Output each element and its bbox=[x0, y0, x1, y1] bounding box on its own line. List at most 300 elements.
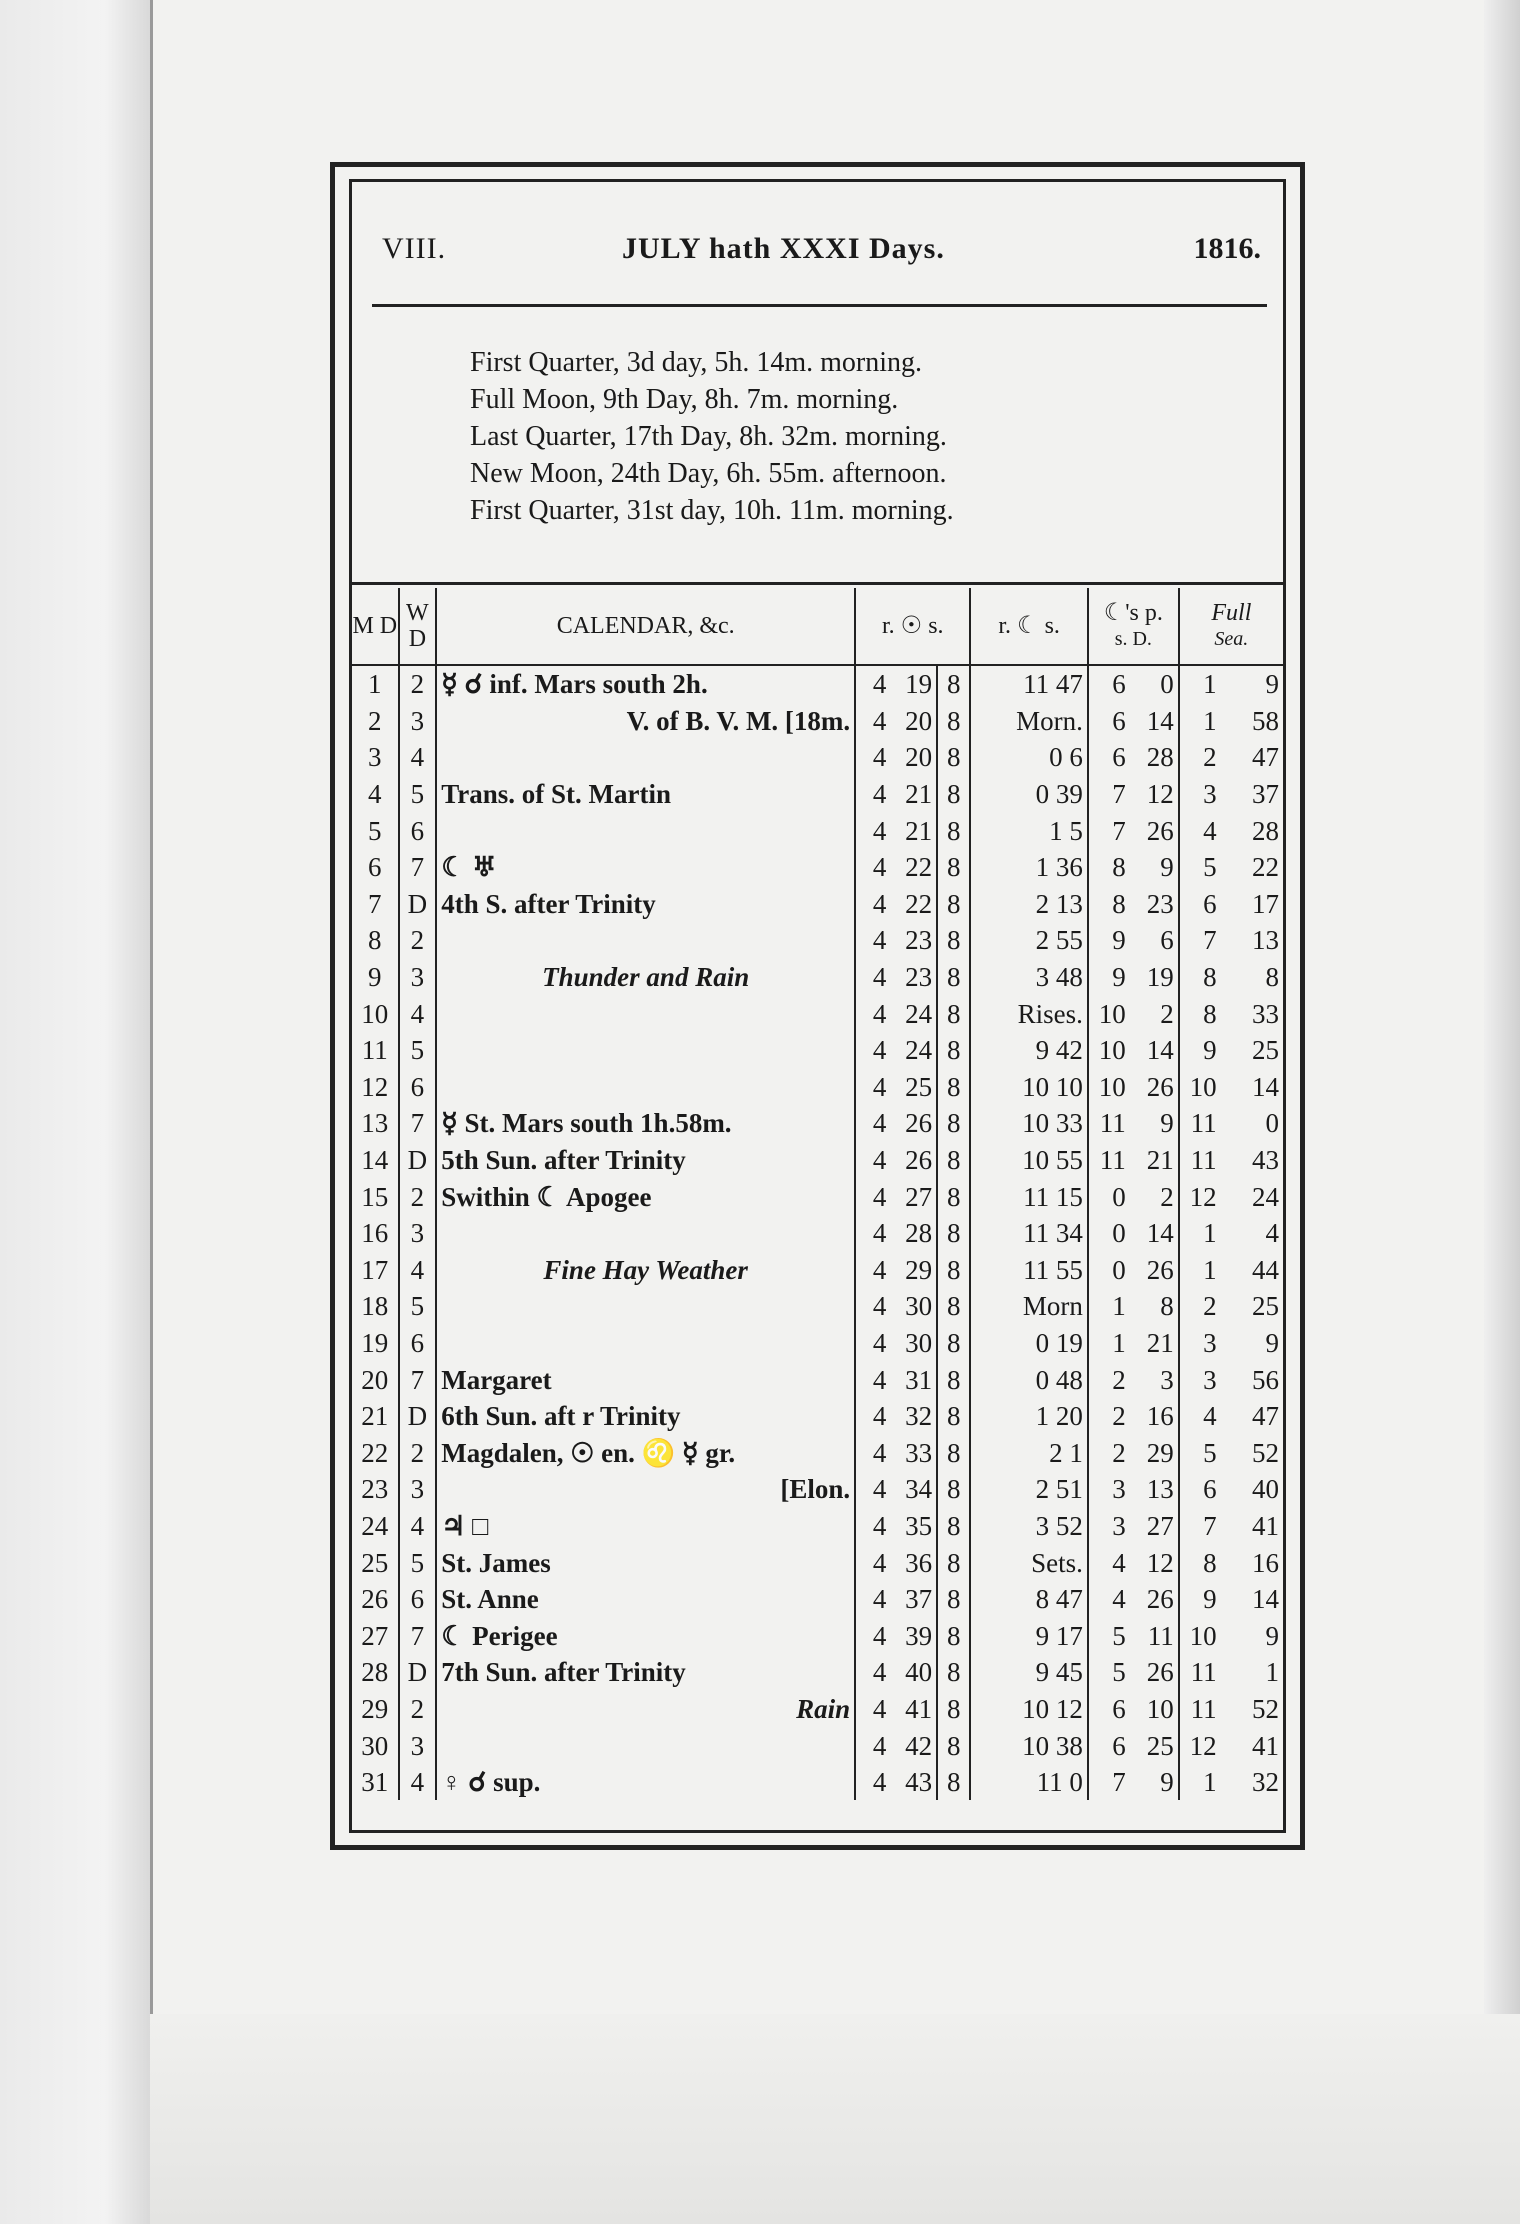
moon-south-minute: 28 bbox=[1128, 739, 1179, 776]
day-of-week: 2 bbox=[399, 1691, 437, 1728]
table-row bbox=[352, 1252, 1283, 1289]
moon-south-hour: 5 bbox=[1112, 1620, 1126, 1651]
calendar-entry bbox=[436, 1069, 855, 1106]
sunrise-hour: 4 bbox=[872, 779, 887, 810]
sunrise-minute: 23 bbox=[888, 959, 937, 996]
full-sea-minute: 8 bbox=[1265, 962, 1279, 993]
table-row bbox=[352, 776, 1283, 813]
calendar-entry: 6th Sun. aft r Trinity bbox=[436, 1398, 855, 1435]
sunset-hour: 8 bbox=[937, 1544, 970, 1581]
moon-south-hour: 6 bbox=[1112, 705, 1126, 736]
sunrise-hour: 4 bbox=[872, 1437, 887, 1468]
sunrise-minute: 39 bbox=[888, 1617, 937, 1654]
full-sea-minute: 43 bbox=[1252, 1145, 1279, 1176]
sunset-hour: 8 bbox=[937, 665, 970, 703]
moon-rise-set: 3 52 bbox=[970, 1508, 1087, 1545]
moon-south-hour: 11 bbox=[1099, 1145, 1126, 1176]
moon-rise-set: 10 38 bbox=[970, 1727, 1087, 1764]
moon-south-hour: 2 bbox=[1112, 1437, 1126, 1468]
moon-rise-set: Morn. bbox=[970, 703, 1087, 740]
sunrise-minute: 24 bbox=[888, 1032, 937, 1069]
full-sea-hour: 3 bbox=[1203, 1364, 1217, 1395]
sunrise-hour: 4 bbox=[872, 1071, 887, 1102]
sunrise-minute: 28 bbox=[888, 1215, 937, 1252]
calendar-body bbox=[352, 665, 1283, 1800]
table-row bbox=[352, 1471, 1283, 1508]
day-of-month: 2 bbox=[352, 703, 399, 740]
sunrise-minute: 22 bbox=[888, 849, 937, 886]
moon-south-hour: 0 bbox=[1112, 1254, 1126, 1285]
day-of-month: 24 bbox=[352, 1508, 399, 1545]
day-of-month: 29 bbox=[352, 1691, 399, 1728]
moon-south-hour: 9 bbox=[1112, 962, 1126, 993]
full-sea-hour: 8 bbox=[1203, 998, 1217, 1029]
full-sea-minute: 33 bbox=[1252, 998, 1279, 1029]
full-sea-hour: 7 bbox=[1203, 1510, 1217, 1541]
day-of-week: 2 bbox=[399, 922, 437, 959]
day-of-month: 23 bbox=[352, 1471, 399, 1508]
moon-south-minute: 21 bbox=[1128, 1142, 1179, 1179]
day-of-week: 5 bbox=[399, 776, 437, 813]
col-moon-south-label: ☾'s p. bbox=[1103, 600, 1163, 626]
moon-south-hour: 3 bbox=[1112, 1510, 1126, 1541]
table-row bbox=[352, 1142, 1283, 1179]
calendar-entry bbox=[436, 1325, 855, 1362]
moon-phases bbox=[470, 344, 1263, 529]
day-of-week: 4 bbox=[399, 739, 437, 776]
full-sea-hour: 7 bbox=[1203, 925, 1217, 956]
calendar-entry bbox=[436, 812, 855, 849]
sunrise-minute: 23 bbox=[888, 922, 937, 959]
sunrise-hour: 4 bbox=[872, 1657, 887, 1688]
day-of-week: 4 bbox=[399, 1508, 437, 1545]
sunset-hour: 8 bbox=[937, 776, 970, 813]
sunset-hour: 8 bbox=[937, 1325, 970, 1362]
full-sea-hour: 10 bbox=[1189, 1620, 1217, 1651]
sunrise-hour: 4 bbox=[872, 962, 887, 993]
col-moon: r. ☾ s. bbox=[970, 588, 1087, 665]
month-number: VIII. bbox=[382, 232, 447, 265]
moon-south-minute: 9 bbox=[1128, 849, 1179, 886]
sunrise-hour: 4 bbox=[872, 815, 887, 846]
sunrise-hour: 4 bbox=[872, 1547, 887, 1578]
sunset-hour: 8 bbox=[937, 1581, 970, 1618]
sunrise-minute: 20 bbox=[888, 703, 937, 740]
sunrise-minute: 41 bbox=[888, 1691, 937, 1728]
sunset-hour: 8 bbox=[937, 1032, 970, 1069]
day-of-week: D bbox=[399, 1398, 437, 1435]
page-title: JULY hath XXXI Days. bbox=[622, 232, 945, 265]
full-sea-hour: 1 bbox=[1203, 1767, 1217, 1798]
day-of-week: D bbox=[399, 1142, 437, 1179]
moon-south-minute: 9 bbox=[1128, 1764, 1179, 1801]
table-row bbox=[352, 1069, 1283, 1106]
moon-south-hour: 8 bbox=[1112, 852, 1126, 883]
full-sea-minute: 58 bbox=[1252, 705, 1279, 736]
moon-south-minute: 13 bbox=[1128, 1471, 1179, 1508]
calendar-entry bbox=[436, 1032, 855, 1069]
sunset-hour: 8 bbox=[937, 1361, 970, 1398]
moon-south-hour: 7 bbox=[1112, 779, 1126, 810]
sunset-hour: 8 bbox=[937, 886, 970, 923]
table-row bbox=[352, 1581, 1283, 1618]
calendar-entry: ♃ □ bbox=[436, 1508, 855, 1545]
sunrise-minute: 30 bbox=[888, 1325, 937, 1362]
moon-rise-set: 2 1 bbox=[970, 1434, 1087, 1471]
full-sea-hour: 11 bbox=[1190, 1693, 1217, 1724]
full-sea-minute: 44 bbox=[1252, 1254, 1279, 1285]
day-of-month: 12 bbox=[352, 1069, 399, 1106]
sunrise-hour: 4 bbox=[872, 1510, 887, 1541]
moon-south-hour: 7 bbox=[1112, 1767, 1126, 1798]
day-of-week: 4 bbox=[399, 1252, 437, 1289]
moon-south-minute: 11 bbox=[1128, 1617, 1179, 1654]
day-of-month: 8 bbox=[352, 922, 399, 959]
sunrise-hour: 4 bbox=[872, 742, 887, 773]
moon-rise-set: Morn bbox=[970, 1288, 1087, 1325]
moon-south-hour: 1 bbox=[1112, 1291, 1126, 1322]
facing-page-edge bbox=[0, 0, 153, 2224]
sunrise-minute: 20 bbox=[888, 739, 937, 776]
page-header bbox=[352, 182, 1283, 302]
full-sea-hour: 9 bbox=[1203, 1035, 1217, 1066]
calendar-entry bbox=[436, 1727, 855, 1764]
sunset-hour: 8 bbox=[937, 1398, 970, 1435]
table-row bbox=[352, 922, 1283, 959]
full-sea-minute: 41 bbox=[1252, 1730, 1279, 1761]
day-of-week: 2 bbox=[399, 1434, 437, 1471]
day-of-month: 4 bbox=[352, 776, 399, 813]
moon-south-hour: 9 bbox=[1112, 925, 1126, 956]
sunset-hour: 8 bbox=[937, 812, 970, 849]
calendar-entry: Swithin ☾ Apogee bbox=[436, 1178, 855, 1215]
full-sea-minute: 25 bbox=[1252, 1035, 1279, 1066]
sunrise-hour: 4 bbox=[872, 1401, 887, 1432]
sunrise-hour: 4 bbox=[872, 1291, 887, 1322]
calendar-entry: ☿ ☌ inf. Mars south 2h. bbox=[436, 665, 855, 703]
day-of-month: 15 bbox=[352, 1178, 399, 1215]
day-of-week: 6 bbox=[399, 1325, 437, 1362]
sunrise-minute: 24 bbox=[888, 995, 937, 1032]
sunrise-hour: 4 bbox=[872, 925, 887, 956]
phase-line: Last Quarter, 17th Day, 8h. 32m. morning. bbox=[470, 421, 947, 452]
table-row bbox=[352, 1398, 1283, 1435]
full-sea-hour: 9 bbox=[1203, 1584, 1217, 1615]
sunrise-hour: 4 bbox=[872, 1254, 887, 1285]
sunset-hour: 8 bbox=[937, 922, 970, 959]
full-sea-minute: 47 bbox=[1252, 1401, 1279, 1432]
calendar-entry: St. James bbox=[436, 1544, 855, 1581]
full-sea-minute: 17 bbox=[1252, 888, 1279, 919]
moon-rise-set: 11 34 bbox=[970, 1215, 1087, 1252]
day-of-month: 21 bbox=[352, 1398, 399, 1435]
full-sea-hour: 1 bbox=[1203, 1254, 1217, 1285]
sunrise-minute: 30 bbox=[888, 1288, 937, 1325]
day-of-week: 6 bbox=[399, 1069, 437, 1106]
table-row bbox=[352, 812, 1283, 849]
day-of-week: 3 bbox=[399, 703, 437, 740]
moon-south-hour: 10 bbox=[1098, 998, 1126, 1029]
sunrise-hour: 4 bbox=[872, 888, 887, 919]
sunrise-minute: 43 bbox=[888, 1764, 937, 1801]
full-sea-hour: 11 bbox=[1190, 1657, 1217, 1688]
moon-south-hour: 4 bbox=[1112, 1547, 1126, 1578]
phase-line: First Quarter, 3d day, 5h. 14m. morning. bbox=[470, 347, 923, 378]
full-sea-hour: 8 bbox=[1203, 962, 1217, 993]
sunrise-minute: 34 bbox=[888, 1471, 937, 1508]
moon-rise-set: 0 39 bbox=[970, 776, 1087, 813]
moon-rise-set: 2 55 bbox=[970, 922, 1087, 959]
full-sea-minute: 52 bbox=[1252, 1437, 1279, 1468]
moon-rise-set: 11 15 bbox=[970, 1178, 1087, 1215]
day-of-week: 7 bbox=[399, 1617, 437, 1654]
full-sea-hour: 3 bbox=[1203, 779, 1217, 810]
year: 1816. bbox=[1193, 232, 1261, 265]
moon-south-minute: 26 bbox=[1128, 1069, 1179, 1106]
full-sea-minute: 4 bbox=[1265, 1218, 1279, 1249]
day-of-month: 27 bbox=[352, 1617, 399, 1654]
phase-line: First Quarter, 31st day, 10h. 11m. morning. bbox=[470, 495, 954, 526]
moon-rise-set: 10 33 bbox=[970, 1105, 1087, 1142]
calendar-entry bbox=[436, 739, 855, 776]
moon-south-minute: 25 bbox=[1128, 1727, 1179, 1764]
calendar-entry bbox=[436, 922, 855, 959]
day-of-week: 7 bbox=[399, 1361, 437, 1398]
table-row bbox=[352, 886, 1283, 923]
calendar-entry: St. Anne bbox=[436, 1581, 855, 1618]
moon-south-hour: 2 bbox=[1112, 1401, 1126, 1432]
day-of-month: 20 bbox=[352, 1361, 399, 1398]
moon-south-hour: 6 bbox=[1112, 669, 1126, 700]
sunrise-minute: 40 bbox=[888, 1654, 937, 1691]
full-sea-hour: 5 bbox=[1203, 1437, 1217, 1468]
moon-south-hour: 4 bbox=[1112, 1584, 1126, 1615]
moon-south-hour: 3 bbox=[1112, 1474, 1126, 1505]
sunrise-minute: 36 bbox=[888, 1544, 937, 1581]
col-moon-south-sub: s. D. bbox=[1114, 628, 1152, 650]
calendar-entry: ☿ St. Mars south 1h.58m. bbox=[436, 1105, 855, 1142]
full-sea-hour: 11 bbox=[1190, 1108, 1217, 1139]
moon-rise-set: 0 19 bbox=[970, 1325, 1087, 1362]
day-of-week: 4 bbox=[399, 1764, 437, 1801]
full-sea-minute: 56 bbox=[1252, 1364, 1279, 1395]
col-full-sea-sub: Sea. bbox=[1214, 628, 1249, 650]
day-of-month: 1 bbox=[352, 665, 399, 703]
moon-south-hour: 8 bbox=[1112, 888, 1126, 919]
sunset-hour: 8 bbox=[937, 1727, 970, 1764]
day-of-week: 2 bbox=[399, 665, 437, 703]
day-of-month: 9 bbox=[352, 959, 399, 996]
calendar-entry bbox=[436, 1215, 855, 1252]
moon-south-minute: 9 bbox=[1128, 1105, 1179, 1142]
moon-rise-set: 2 51 bbox=[970, 1471, 1087, 1508]
full-sea-minute: 41 bbox=[1252, 1510, 1279, 1541]
table-row bbox=[352, 1178, 1283, 1215]
calendar-entry: 5th Sun. after Trinity bbox=[436, 1142, 855, 1179]
full-sea-hour: 12 bbox=[1189, 1730, 1217, 1761]
calendar-entry bbox=[436, 995, 855, 1032]
sunset-hour: 8 bbox=[937, 1069, 970, 1106]
moon-south-minute: 23 bbox=[1128, 886, 1179, 923]
full-sea-hour: 5 bbox=[1203, 852, 1217, 883]
col-full-sea-label: Full bbox=[1211, 600, 1252, 626]
sunrise-hour: 4 bbox=[872, 1108, 887, 1139]
full-sea-minute: 32 bbox=[1252, 1767, 1279, 1798]
moon-rise-set: 8 47 bbox=[970, 1581, 1087, 1618]
moon-rise-set: 10 12 bbox=[970, 1691, 1087, 1728]
sunrise-hour: 4 bbox=[872, 1035, 887, 1066]
moon-south-hour: 7 bbox=[1112, 815, 1126, 846]
moon-south-minute: 8 bbox=[1128, 1288, 1179, 1325]
table-header-row bbox=[352, 588, 1283, 665]
day-of-month: 30 bbox=[352, 1727, 399, 1764]
day-of-month: 18 bbox=[352, 1288, 399, 1325]
col-sun: r. ☉ s. bbox=[855, 588, 970, 665]
calendar-entry: ☾ ♅ bbox=[436, 849, 855, 886]
day-of-month: 25 bbox=[352, 1544, 399, 1581]
table-row bbox=[352, 849, 1283, 886]
table-row bbox=[352, 1691, 1283, 1728]
full-sea-minute: 25 bbox=[1252, 1291, 1279, 1322]
moon-rise-set: 9 42 bbox=[970, 1032, 1087, 1069]
table-row bbox=[352, 1215, 1283, 1252]
day-of-week: 6 bbox=[399, 1581, 437, 1618]
full-sea-hour: 11 bbox=[1190, 1145, 1217, 1176]
sunrise-minute: 21 bbox=[888, 776, 937, 813]
moon-south-hour: 11 bbox=[1099, 1108, 1126, 1139]
day-of-month: 22 bbox=[352, 1434, 399, 1471]
calendar-entry: Rain bbox=[436, 1691, 855, 1728]
calendar-entry: 4th S. after Trinity bbox=[436, 886, 855, 923]
day-of-week: 7 bbox=[399, 849, 437, 886]
table-row bbox=[352, 1727, 1283, 1764]
moon-south-hour: 10 bbox=[1098, 1071, 1126, 1102]
day-of-week: 6 bbox=[399, 812, 437, 849]
full-sea-hour: 8 bbox=[1203, 1547, 1217, 1578]
day-of-month: 7 bbox=[352, 886, 399, 923]
moon-rise-set: Rises. bbox=[970, 995, 1087, 1032]
full-sea-minute: 28 bbox=[1252, 815, 1279, 846]
sunrise-minute: 37 bbox=[888, 1581, 937, 1618]
moon-rise-set: 11 55 bbox=[970, 1252, 1087, 1289]
moon-south-minute: 10 bbox=[1128, 1691, 1179, 1728]
sunset-hour: 8 bbox=[937, 959, 970, 996]
table-row bbox=[352, 1764, 1283, 1801]
day-of-month: 3 bbox=[352, 739, 399, 776]
moon-rise-set: 2 13 bbox=[970, 886, 1087, 923]
sunrise-minute: 26 bbox=[888, 1142, 937, 1179]
moon-south-minute: 27 bbox=[1128, 1508, 1179, 1545]
table-row bbox=[352, 1617, 1283, 1654]
full-sea-hour: 3 bbox=[1203, 1327, 1217, 1358]
calendar-entry: ☾ Perigee bbox=[436, 1617, 855, 1654]
day-of-week: 3 bbox=[399, 959, 437, 996]
moon-south-minute: 12 bbox=[1128, 776, 1179, 813]
full-sea-hour: 1 bbox=[1203, 705, 1217, 736]
moon-south-hour: 0 bbox=[1112, 1218, 1126, 1249]
day-of-month: 31 bbox=[352, 1764, 399, 1801]
day-of-week: 2 bbox=[399, 1178, 437, 1215]
calendar-entry bbox=[436, 1288, 855, 1325]
sunset-hour: 8 bbox=[937, 1434, 970, 1471]
moon-rise-set: 0 6 bbox=[970, 739, 1087, 776]
moon-south-minute: 26 bbox=[1128, 1654, 1179, 1691]
sunrise-hour: 4 bbox=[872, 705, 887, 736]
sunrise-minute: 31 bbox=[888, 1361, 937, 1398]
sunset-hour: 8 bbox=[937, 1215, 970, 1252]
sunrise-minute: 33 bbox=[888, 1434, 937, 1471]
day-of-month: 6 bbox=[352, 849, 399, 886]
table-row bbox=[352, 995, 1283, 1032]
moon-rise-set: 11 47 bbox=[970, 665, 1087, 703]
calendar-entry: 7th Sun. after Trinity bbox=[436, 1654, 855, 1691]
day-of-week: 4 bbox=[399, 995, 437, 1032]
moon-south-minute: 21 bbox=[1128, 1325, 1179, 1362]
full-sea-minute: 37 bbox=[1252, 779, 1279, 810]
day-of-week: 5 bbox=[399, 1032, 437, 1069]
table-row bbox=[352, 959, 1283, 996]
full-sea-minute: 1 bbox=[1265, 1657, 1279, 1688]
moon-south-hour: 2 bbox=[1112, 1364, 1126, 1395]
full-sea-hour: 2 bbox=[1203, 1291, 1217, 1322]
full-sea-minute: 52 bbox=[1252, 1693, 1279, 1724]
sunrise-minute: 19 bbox=[888, 665, 937, 703]
almanac-page-frame bbox=[330, 162, 1305, 1850]
sunset-hour: 8 bbox=[937, 849, 970, 886]
moon-south-hour: 6 bbox=[1112, 1693, 1126, 1724]
day-of-week: 5 bbox=[399, 1288, 437, 1325]
full-sea-minute: 9 bbox=[1265, 1327, 1279, 1358]
phase-line: New Moon, 24th Day, 6h. 55m. afternoon. bbox=[470, 458, 947, 489]
sunrise-minute: 22 bbox=[888, 886, 937, 923]
moon-south-hour: 1 bbox=[1112, 1327, 1126, 1358]
sunset-hour: 8 bbox=[937, 739, 970, 776]
col-wd: W D bbox=[399, 588, 437, 665]
table-row bbox=[352, 665, 1283, 703]
sunrise-minute: 25 bbox=[888, 1069, 937, 1106]
moon-south-hour: 10 bbox=[1098, 1035, 1126, 1066]
sunrise-hour: 4 bbox=[872, 1364, 887, 1395]
full-sea-minute: 24 bbox=[1252, 1181, 1279, 1212]
moon-south-minute: 12 bbox=[1128, 1544, 1179, 1581]
sunrise-hour: 4 bbox=[872, 1767, 887, 1798]
moon-rise-set: 1 5 bbox=[970, 812, 1087, 849]
calendar-entry: Margaret bbox=[436, 1361, 855, 1398]
full-sea-hour: 2 bbox=[1203, 742, 1217, 773]
table-row bbox=[352, 1544, 1283, 1581]
full-sea-minute: 22 bbox=[1252, 852, 1279, 883]
col-calendar: CALENDAR, &c. bbox=[436, 588, 855, 665]
calendar-entry: Thunder and Rain bbox=[436, 959, 855, 996]
calendar-entry: V. of B. V. M. [18m. bbox=[436, 703, 855, 740]
phase-line: Full Moon, 9th Day, 8h. 7m. morning. bbox=[470, 384, 899, 415]
sunrise-minute: 29 bbox=[888, 1252, 937, 1289]
moon-rise-set: 0 48 bbox=[970, 1361, 1087, 1398]
table-row bbox=[352, 703, 1283, 740]
full-sea-minute: 13 bbox=[1252, 925, 1279, 956]
page-right-edge bbox=[1484, 0, 1520, 2224]
moon-rise-set: 9 17 bbox=[970, 1617, 1087, 1654]
moon-rise-set: 10 55 bbox=[970, 1142, 1087, 1179]
table-row bbox=[352, 1325, 1283, 1362]
sunrise-hour: 4 bbox=[872, 1218, 887, 1249]
sunrise-minute: 32 bbox=[888, 1398, 937, 1435]
table-row bbox=[352, 1654, 1283, 1691]
table-row bbox=[352, 1508, 1283, 1545]
moon-rise-set: 10 10 bbox=[970, 1069, 1087, 1106]
moon-rise-set: 1 36 bbox=[970, 849, 1087, 886]
sunrise-minute: 27 bbox=[888, 1178, 937, 1215]
